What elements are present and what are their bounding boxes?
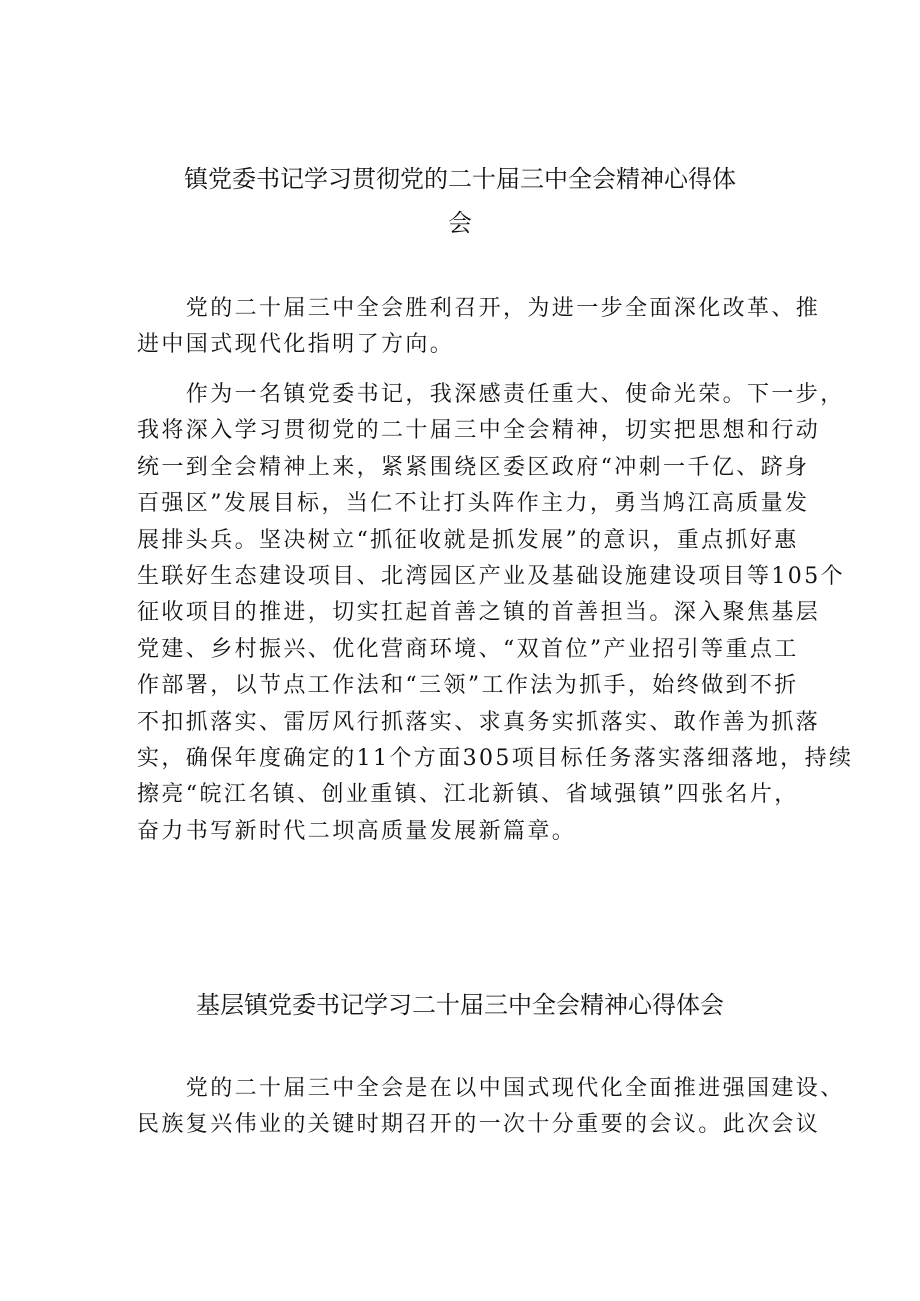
article2-title xyxy=(130,983,790,1027)
text-line: 不扣抓落实、雷厉风行抓落实、求真务实抓落实、敢作善为抓落 xyxy=(137,709,821,735)
text-line: 党的二十届三中全会是在以中国式现代化全面推进强国建设、 xyxy=(137,1076,845,1101)
article1-paragraph-1 xyxy=(137,291,821,364)
text-line: 作部署，以节点工作法和“三领”工作法为抓手，始终做到不折 xyxy=(137,673,799,699)
text-line: 征收项目的推进，切实扛起首善之镇的首善担当。深入聚焦基层 xyxy=(137,600,821,626)
text-line: 我将深入学习贯彻党的二十届三中全会精神，切实把思想和行动 xyxy=(137,418,821,444)
text-line: 进中国式现代化指明了方向。 xyxy=(137,332,455,358)
text-line: 统一到全会精神上来，紧紧围绕区委区政府“冲刺一千亿、跻身 xyxy=(137,454,810,480)
text-line: 党的二十届三中全会胜利召开，为进一步全面深化改革、推 xyxy=(137,296,821,321)
text-line: 展排头兵。坚决树立“抓征收就是抓发展”的意识，重点抓好惠 xyxy=(137,527,799,553)
text-line: 民族复兴伟业的关键时期召开的一次十分重要的会议。此次会议 xyxy=(137,1112,821,1138)
article2-title-line: 基层镇党委书记学习二十届三中全会精神心得体会 xyxy=(196,991,724,1019)
text-line: 实，确保年度确定的11个方面305项目标任务落实落细落地，持续 xyxy=(137,745,854,771)
text-line: 党建、乡村振兴、优化营商环境、“双首位”产业招引等重点工 xyxy=(137,636,799,662)
text-line: 生联好生态建设项目、北湾园区产业及基础设施建设项目等105个 xyxy=(137,563,845,589)
text-line: 擦亮“皖江名镇、创业重镇、江北新镇、省域强镇”四张名片， xyxy=(137,782,799,808)
article1-title-line: 会 xyxy=(448,209,472,237)
article1-paragraph-2 xyxy=(137,377,854,850)
text-line: 作为一名镇党委书记，我深感责任重大、使命光荣。下一步， xyxy=(137,382,845,407)
article1-title xyxy=(130,157,790,245)
article2-paragraph-1 xyxy=(137,1071,845,1144)
article1-title-line: 镇党委书记学习贯彻党的二十届三中全会精神心得体 xyxy=(184,165,736,193)
text-line: 奋力书写新时代二坝高质量发展新篇章。 xyxy=(137,818,577,844)
text-line: 百强区”发展目标，当仁不让打头阵作主力，勇当鸠江高质量发 xyxy=(137,491,810,517)
